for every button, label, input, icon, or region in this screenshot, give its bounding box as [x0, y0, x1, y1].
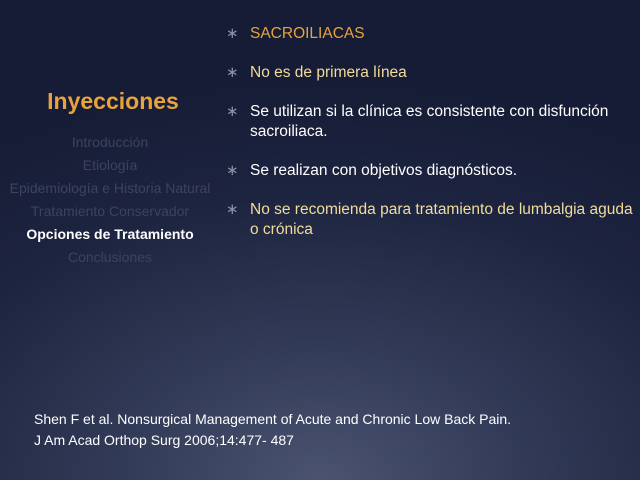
asterisk-bullet-icon: ∗: [226, 162, 239, 179]
bullet-text: Se utilizan si la clínica es consistente con disfunción sacroiliaca.: [250, 103, 609, 140]
bullet-item: [226, 24, 636, 44]
section-nav: [0, 133, 220, 271]
nav-item-introduccion: Introducción: [71, 134, 149, 150]
bullet-text: No es de primera línea: [250, 64, 407, 81]
asterisk-bullet-icon: ∗: [226, 25, 239, 42]
bullet-item: [226, 63, 636, 83]
bullet-item: [226, 200, 636, 240]
nav-item-conclusiones: Conclusiones: [67, 249, 153, 265]
section-title: Inyecciones: [47, 88, 179, 114]
bullet-list: [226, 24, 636, 259]
bullet-item: [226, 102, 636, 142]
citation-line-1: Shen F et al. Nonsurgical Management of Acute and Chronic Low Back Pain.: [34, 411, 512, 427]
nav-item-tratamiento-conservador: Tratamiento Conservador: [30, 203, 190, 219]
citation-line-2: J Am Acad Orthop Surg 2006;14:477- 487: [34, 432, 294, 448]
bullet-text: No se recomienda para tratamiento de lumbalgia aguda o crónica: [250, 201, 633, 238]
citation: [34, 409, 638, 451]
bullet-text: Se realizan con objetivos diagnósticos.: [250, 162, 518, 179]
bullet-text: SACROILIACAS: [250, 25, 365, 42]
nav-item-opciones-de-tratamiento: Opciones de Tratamiento: [26, 226, 194, 242]
asterisk-bullet-icon: ∗: [226, 64, 239, 81]
nav-item-epidemiologia: Epidemiología e Historia Natural: [9, 180, 211, 196]
asterisk-bullet-icon: ∗: [226, 201, 239, 218]
asterisk-bullet-icon: ∗: [226, 103, 239, 120]
bullet-item: [226, 161, 636, 181]
nav-item-etiologia: Etiología: [82, 157, 138, 173]
